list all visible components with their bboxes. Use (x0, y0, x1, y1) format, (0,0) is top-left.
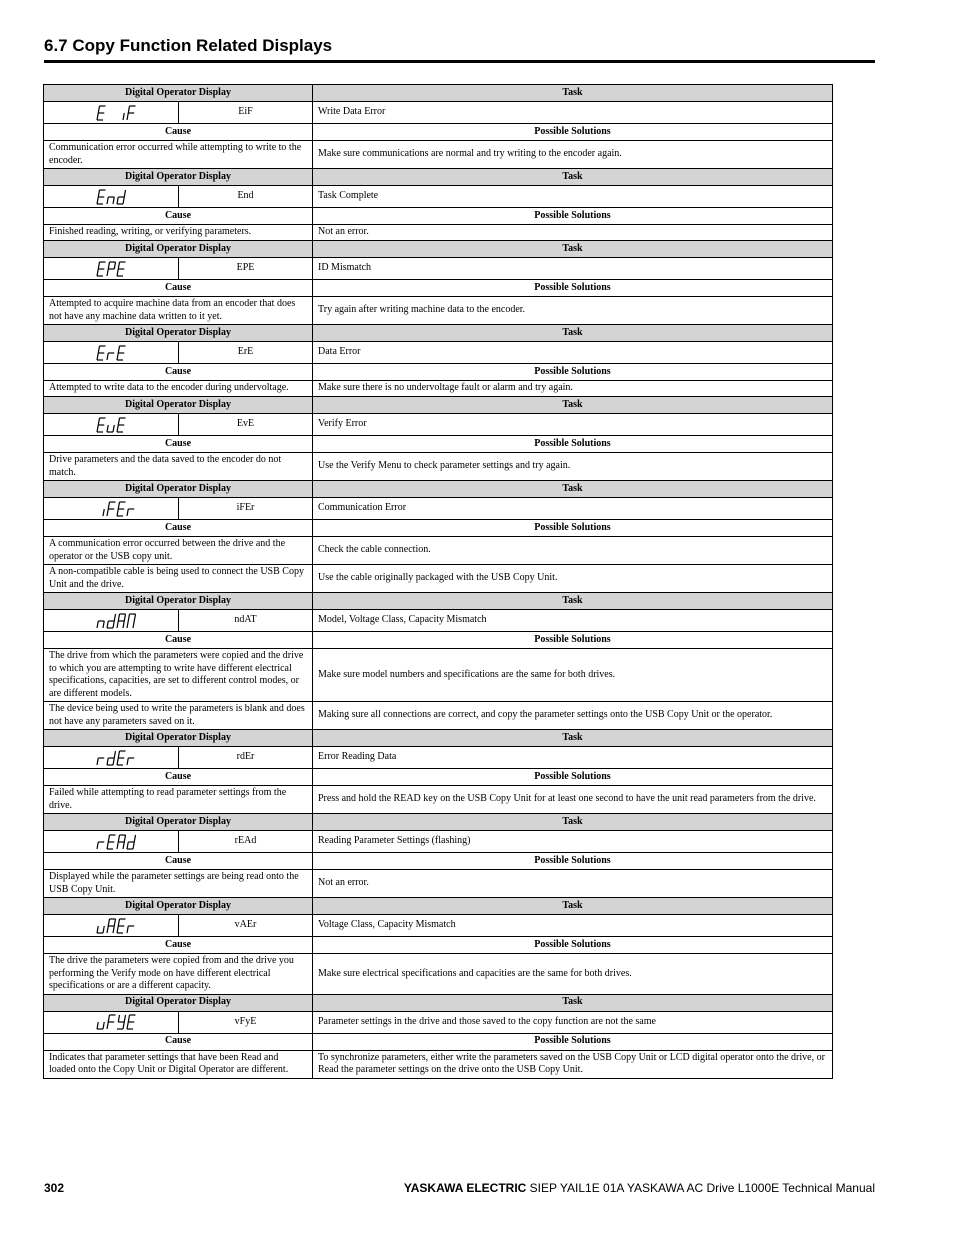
cause-header-row (44, 769, 833, 786)
solution-text: Check the cable connection. (313, 537, 833, 565)
segment-e (107, 197, 108, 204)
segment-c (123, 113, 124, 120)
segment-f (98, 106, 99, 113)
segment-f (108, 919, 109, 926)
header-solutions: Possible Solutions (313, 1033, 833, 1050)
segment-e (117, 197, 118, 204)
cause-text: Failed while attempting to read parameter settings from the drive. (44, 786, 313, 814)
display-header-row (44, 241, 833, 258)
segment-e (117, 425, 118, 432)
header-task: Task (313, 730, 833, 747)
solution-text: Use the Verify Menu to check parameter settings and try again. (313, 453, 833, 481)
segment-f (98, 346, 99, 353)
display-header-row (44, 593, 833, 610)
header-task: Task (313, 397, 833, 414)
segment-display (44, 831, 179, 853)
display-row (44, 258, 833, 280)
cause-header-row (44, 208, 833, 225)
segment-e (127, 509, 128, 516)
header-cause: Cause (44, 769, 313, 786)
display-row (44, 610, 833, 632)
segment-e (97, 113, 98, 120)
segment-c (113, 926, 114, 933)
segment-e (127, 113, 128, 120)
header-task: Task (313, 169, 833, 186)
header-cause: Cause (44, 436, 313, 453)
task-text: Communication Error (313, 498, 833, 520)
footer-brand: YASKAWA ELECTRIC (403, 1181, 527, 1195)
seven-segment-end-icon (96, 189, 132, 205)
display-header-row (44, 169, 833, 186)
segment-e (97, 758, 98, 765)
segment-e (97, 425, 98, 432)
task-text: Task Complete (313, 186, 833, 208)
header-display: Digital Operator Display (44, 814, 313, 831)
segment-b (134, 835, 135, 842)
segment-b (134, 614, 135, 621)
header-solutions: Possible Solutions (313, 208, 833, 225)
header-display: Digital Operator Display (44, 169, 313, 186)
seven-segment-vaer-icon (96, 918, 142, 934)
cause-text: Indicates that parameter settings that have been Read and loaded onto the Copy Unit or Digital Operator are different. (44, 1050, 313, 1078)
display-row (44, 102, 833, 124)
segment-e (97, 1022, 98, 1029)
task-text: Parameter settings in the drive and those saved to the copy function are not the same (313, 1011, 833, 1033)
segment-e (107, 353, 108, 360)
cause-row (44, 954, 833, 995)
cause-text: A communication error occurred between the drive and the operator or the USB copy unit. (44, 537, 313, 565)
segment-e (107, 425, 108, 432)
display-header-row (44, 325, 833, 342)
segment-e (117, 509, 118, 516)
segment-e (117, 758, 118, 765)
cause-row (44, 297, 833, 325)
header-task: Task (313, 814, 833, 831)
display-row (44, 342, 833, 364)
solution-text: Make sure communications are normal and try writing to the encoder again. (313, 141, 833, 169)
segment-e (127, 621, 128, 628)
segment-e (117, 926, 118, 933)
header-solutions: Possible Solutions (313, 632, 833, 649)
seven-segment-rder-icon (96, 750, 142, 766)
display-header-row (44, 994, 833, 1011)
segment-c (103, 621, 104, 628)
header-cause: Cause (44, 280, 313, 297)
display-header-row (44, 898, 833, 915)
header-task: Task (313, 241, 833, 258)
solution-text: Not an error. (313, 870, 833, 898)
header-solutions: Possible Solutions (313, 769, 833, 786)
segment-e (127, 926, 128, 933)
header-cause: Cause (44, 208, 313, 225)
header-display: Digital Operator Display (44, 397, 313, 414)
segment-e (117, 621, 118, 628)
segment-e (97, 621, 98, 628)
segment-f (118, 919, 119, 926)
segment-display (44, 186, 179, 208)
solution-text: Use the cable originally packaged with the USB Copy Unit. (313, 565, 833, 593)
cause-text: The device being used to write the parameters is blank and does not have any parameters saved on it. (44, 702, 313, 730)
display-header-row (44, 397, 833, 414)
segment-c (113, 758, 114, 765)
segment-f (128, 1015, 129, 1022)
display-row (44, 498, 833, 520)
segment-c (103, 926, 104, 933)
cause-text: Attempted to write data to the encoder during undervoltage. (44, 381, 313, 397)
segment-c (133, 842, 134, 849)
seven-segment-ere-icon (96, 345, 132, 361)
display-code: ndAT (179, 610, 313, 632)
cause-header-row (44, 632, 833, 649)
segment-c (103, 509, 104, 516)
segment-e (107, 842, 108, 849)
solution-text: Try again after writing machine data to the encoder. (313, 297, 833, 325)
title-rule (44, 60, 875, 63)
segment-e (107, 269, 108, 276)
footer-doc: SIEP YAIL1E 01A YASKAWA AC Drive L1000E Technical Manual (529, 1181, 875, 1195)
cause-text: A non-compatible cable is being used to connect the USB Copy Unit and the drive. (44, 565, 313, 593)
header-task: Task (313, 898, 833, 915)
segment-e (107, 926, 108, 933)
seven-segment-read-icon (96, 834, 142, 850)
task-text: Voltage Class, Capacity Mismatch (313, 915, 833, 937)
solution-text: Make sure model numbers and specifications are the same for both drives. (313, 649, 833, 702)
cause-header-row (44, 364, 833, 381)
display-code: EvE (179, 414, 313, 436)
header-cause: Cause (44, 364, 313, 381)
header-cause: Cause (44, 1033, 313, 1050)
section-title: 6.7 Copy Function Related Displays (44, 36, 333, 55)
segment-display (44, 610, 179, 632)
display-header-row (44, 814, 833, 831)
segment-e (97, 269, 98, 276)
header-display: Digital Operator Display (44, 85, 313, 102)
cause-text: Displayed while the parameter settings are being read onto the USB Copy Unit. (44, 870, 313, 898)
header-solutions: Possible Solutions (313, 853, 833, 870)
segment-e (107, 509, 108, 516)
segment-c (133, 621, 134, 628)
header-display: Digital Operator Display (44, 898, 313, 915)
header-solutions: Possible Solutions (313, 280, 833, 297)
display-row (44, 186, 833, 208)
display-header-row (44, 85, 833, 102)
header-display: Digital Operator Display (44, 730, 313, 747)
cause-row (44, 565, 833, 593)
segment-display (44, 102, 179, 124)
cause-text: The drive from which the parameters were copied and the drive to which you are attempting to write have different electrical specifications, capacities, are set to different control modes, or are different models. (44, 649, 313, 702)
footer-manual-title (404, 1181, 875, 1195)
cause-row (44, 453, 833, 481)
header-display: Digital Operator Display (44, 481, 313, 498)
segment-e (97, 842, 98, 849)
display-code: vAEr (179, 915, 313, 937)
segment-b (114, 919, 115, 926)
segment-e (107, 621, 108, 628)
display-row (44, 831, 833, 853)
segment-f (98, 190, 99, 197)
cause-text: Communication error occurred while attempting to write to the encoder. (44, 141, 313, 169)
segment-display (44, 498, 179, 520)
segment-f (118, 418, 119, 425)
display-code: vFyE (179, 1011, 313, 1033)
segment-c (123, 197, 124, 204)
seven-segment-eif-icon (96, 105, 142, 121)
segment-c (103, 1022, 104, 1029)
segment-f (118, 1015, 119, 1022)
header-solutions: Possible Solutions (313, 520, 833, 537)
header-task: Task (313, 593, 833, 610)
segment-e (107, 1022, 108, 1029)
task-text: ID Mismatch (313, 258, 833, 280)
segment-f (118, 751, 119, 758)
segment-b (124, 835, 125, 842)
display-row (44, 1011, 833, 1033)
segment-display (44, 342, 179, 364)
header-task: Task (313, 85, 833, 102)
display-table (43, 84, 833, 1079)
segment-f (98, 262, 99, 269)
solution-text: Make sure electrical specifications and capacities are the same for both drives. (313, 954, 833, 995)
segment-f (118, 835, 119, 842)
segment-e (97, 197, 98, 204)
header-task: Task (313, 994, 833, 1011)
header-display: Digital Operator Display (44, 325, 313, 342)
segment-display (44, 258, 179, 280)
seven-segment-vfye-icon (96, 1014, 142, 1030)
cause-text: Finished reading, writing, or verifying parameters. (44, 225, 313, 241)
display-code: rEAd (179, 831, 313, 853)
display-code: EiF (179, 102, 313, 124)
cause-row (44, 381, 833, 397)
cause-header-row (44, 436, 833, 453)
segment-e (97, 926, 98, 933)
solution-text: Press and hold the READ key on the USB Copy Unit for at least one second to have the unit read parameters from the drive. (313, 786, 833, 814)
segment-c (123, 1022, 124, 1029)
segment-f (118, 614, 119, 621)
header-cause: Cause (44, 632, 313, 649)
display-code: iFEr (179, 498, 313, 520)
segment-c (113, 425, 114, 432)
segment-e (117, 353, 118, 360)
seven-segment-ifer-icon (96, 501, 142, 517)
task-text: Verify Error (313, 414, 833, 436)
display-header-row (44, 730, 833, 747)
segment-b (124, 190, 125, 197)
segment-f (108, 502, 109, 509)
cause-header-row (44, 937, 833, 954)
segment-b (114, 262, 115, 269)
display-row (44, 414, 833, 436)
segment-f (108, 262, 109, 269)
cause-row (44, 225, 833, 241)
segment-f (118, 346, 119, 353)
segment-e (107, 758, 108, 765)
cause-row (44, 786, 833, 814)
solution-text: Make sure there is no undervoltage fault or alarm and try again. (313, 381, 833, 397)
header-task: Task (313, 325, 833, 342)
segment-e (127, 842, 128, 849)
header-solutions: Possible Solutions (313, 436, 833, 453)
segment-c (123, 621, 124, 628)
cause-row (44, 702, 833, 730)
task-text: Write Data Error (313, 102, 833, 124)
cause-row (44, 537, 833, 565)
cause-row (44, 870, 833, 898)
task-text: Error Reading Data (313, 747, 833, 769)
cause-header-row (44, 520, 833, 537)
segment-c (123, 842, 124, 849)
segment-f (128, 614, 129, 621)
segment-c (113, 197, 114, 204)
segment-f (128, 106, 129, 113)
seven-segment-eve-icon (96, 417, 132, 433)
segment-display (44, 915, 179, 937)
segment-b (114, 614, 115, 621)
segment-e (97, 353, 98, 360)
cause-text: Attempted to acquire machine data from an encoder that does not have any machine data written to it yet. (44, 297, 313, 325)
seven-segment-ndat-icon (96, 613, 142, 629)
segment-f (118, 262, 119, 269)
display-code: EPE (179, 258, 313, 280)
segment-f (108, 1015, 109, 1022)
cause-header-row (44, 853, 833, 870)
segment-e (117, 842, 118, 849)
header-solutions: Possible Solutions (313, 364, 833, 381)
segment-b (124, 614, 125, 621)
segment-e (127, 758, 128, 765)
cause-header-row (44, 280, 833, 297)
segment-f (108, 835, 109, 842)
cause-header-row (44, 124, 833, 141)
display-code: ErE (179, 342, 313, 364)
display-row (44, 915, 833, 937)
segment-e (127, 1022, 128, 1029)
cause-row (44, 141, 833, 169)
header-solutions: Possible Solutions (313, 937, 833, 954)
segment-e (117, 269, 118, 276)
cause-text: The drive the parameters were copied from and the drive you performing the Verify mode on have different electrical specifications or are a different capacity. (44, 954, 313, 995)
header-cause: Cause (44, 937, 313, 954)
segment-b (114, 751, 115, 758)
header-cause: Cause (44, 853, 313, 870)
page-number: 302 (44, 1181, 65, 1195)
header-cause: Cause (44, 520, 313, 537)
header-task: Task (313, 481, 833, 498)
task-text: Data Error (313, 342, 833, 364)
header-display: Digital Operator Display (44, 241, 313, 258)
segment-display (44, 414, 179, 436)
segment-f (118, 502, 119, 509)
cause-text: Drive parameters and the data saved to the encoder do not match. (44, 453, 313, 481)
segment-f (98, 418, 99, 425)
task-text: Reading Parameter Settings (flashing) (313, 831, 833, 853)
display-code: rdEr (179, 747, 313, 769)
task-text: Model, Voltage Class, Capacity Mismatch (313, 610, 833, 632)
display-header-row (44, 481, 833, 498)
header-display: Digital Operator Display (44, 994, 313, 1011)
header-display: Digital Operator Display (44, 593, 313, 610)
cause-row (44, 649, 833, 702)
display-row (44, 747, 833, 769)
solution-text: To synchronize parameters, either write the parameters saved on the USB Copy Unit or LCD digital operator onto the drive, or Read the parameter settings on the drive onto the USB Copy Unit. (313, 1050, 833, 1078)
segment-display (44, 747, 179, 769)
cause-row (44, 1050, 833, 1078)
segment-display (44, 1011, 179, 1033)
header-solutions: Possible Solutions (313, 124, 833, 141)
display-code: End (179, 186, 313, 208)
cause-header-row (44, 1033, 833, 1050)
segment-c (113, 621, 114, 628)
segment-b (124, 1015, 125, 1022)
solution-text: Making sure all connections are correct, and copy the parameter settings onto the USB Copy Unit or the operator. (313, 702, 833, 730)
solution-text: Not an error. (313, 225, 833, 241)
header-cause: Cause (44, 124, 313, 141)
seven-segment-epe-icon (96, 261, 132, 277)
